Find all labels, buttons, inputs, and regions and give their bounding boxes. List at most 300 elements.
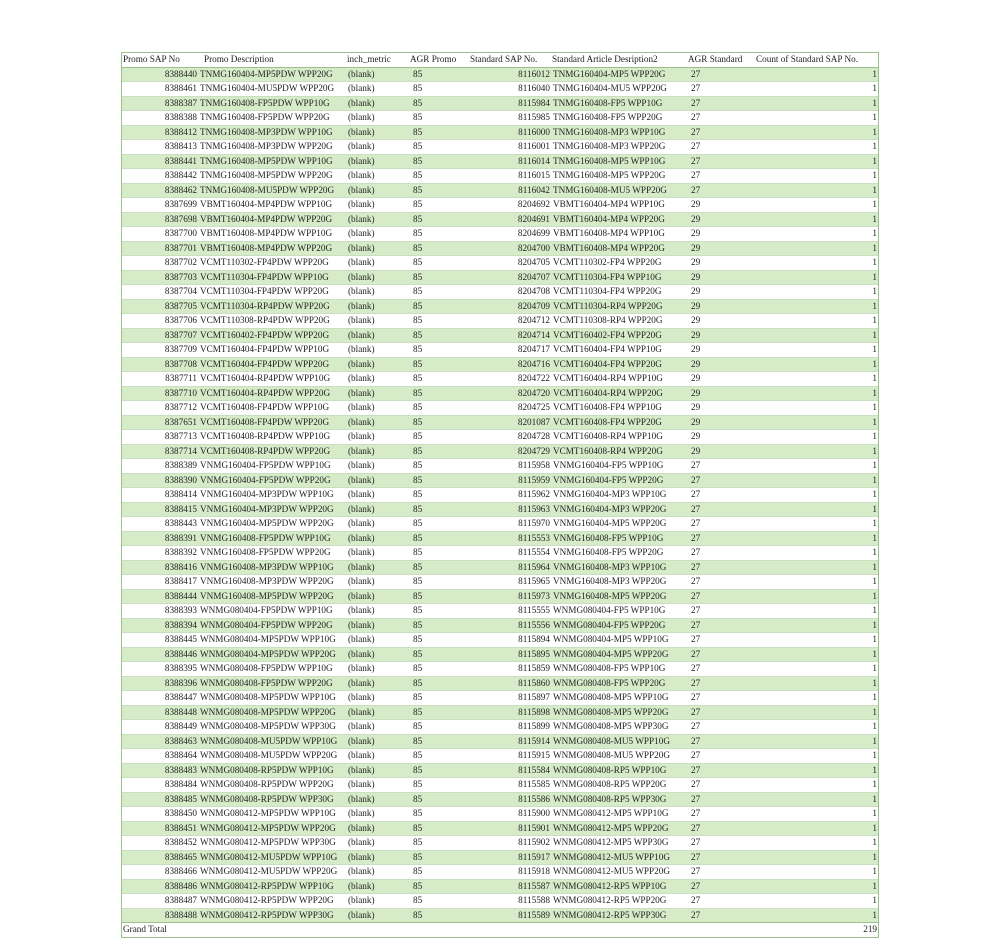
cell-inch-metric[interactable]: (blank) <box>348 300 375 311</box>
cell-standard-description[interactable]: WNMG080408-MU5 WPP10G <box>553 735 670 746</box>
cell-promo-description[interactable]: VCMT160402-FP4PDW WPP20G <box>200 329 330 340</box>
cell-agr-promo[interactable]: 85 <box>413 851 423 862</box>
cell-inch-metric[interactable]: (blank) <box>348 735 375 746</box>
cell-standard-sap[interactable]: 8115898 <box>518 706 550 717</box>
cell-promo-description[interactable]: VNMG160404-MP5PDW WPP20G <box>200 518 334 529</box>
cell-agr-promo[interactable]: 85 <box>413 315 423 326</box>
cell-agr-promo[interactable]: 85 <box>413 431 423 442</box>
cell-inch-metric[interactable]: (blank) <box>348 141 375 152</box>
cell-standard-sap[interactable]: 8204716 <box>517 358 550 369</box>
cell-standard-sap[interactable]: 8115914 <box>518 735 550 746</box>
cell-count[interactable]: 1 <box>872 503 877 514</box>
cell-standard-sap[interactable]: 8204712 <box>517 315 550 326</box>
cell-count[interactable]: 1 <box>872 735 877 746</box>
cell-promo-sap[interactable]: 8388485 <box>164 793 197 804</box>
cell-agr-promo[interactable]: 85 <box>413 634 423 645</box>
cell-promo-sap[interactable]: 8387711 <box>165 373 197 384</box>
cell-agr-promo[interactable]: 85 <box>413 590 423 601</box>
table-row[interactable] <box>122 459 878 474</box>
table-row[interactable] <box>122 647 878 662</box>
cell-standard-sap[interactable]: 8115585 <box>518 779 550 790</box>
cell-standard-sap[interactable]: 8201087 <box>517 416 550 427</box>
cell-inch-metric[interactable]: (blank) <box>348 590 375 601</box>
cell-standard-description[interactable]: VBMT160404-MP4 WPP20G <box>553 213 665 224</box>
cell-standard-sap[interactable]: 8115556 <box>518 619 550 630</box>
cell-standard-description[interactable]: WNMG080408-MP5 WPP10G <box>553 692 669 703</box>
cell-inch-metric[interactable]: (blank) <box>348 518 375 529</box>
table-row[interactable] <box>122 285 878 300</box>
cell-promo-description[interactable]: VNMG160408-MP3PDW WPP10G <box>200 561 334 572</box>
cell-inch-metric[interactable]: (blank) <box>348 112 375 123</box>
cell-promo-description[interactable]: WNMG080412-MP5PDW WPP20G <box>200 822 336 833</box>
cell-promo-description[interactable]: WNMG080412-MU5PDW WPP10G <box>200 851 338 862</box>
cell-agr-standard[interactable]: 29 <box>691 445 701 456</box>
cell-standard-description[interactable]: VCMT110302-FP4 WPP20G <box>553 257 662 268</box>
cell-promo-description[interactable]: TNMG160408-MU5PDW WPP20G <box>200 184 335 195</box>
cell-count[interactable]: 1 <box>872 692 877 703</box>
cell-agr-promo[interactable]: 85 <box>413 605 423 616</box>
cell-agr-promo[interactable]: 85 <box>413 866 423 877</box>
cell-count[interactable]: 1 <box>872 590 877 601</box>
cell-standard-description[interactable]: TNMG160404-MP5 WPP20G <box>553 68 666 79</box>
cell-count[interactable]: 1 <box>872 170 877 181</box>
cell-agr-promo[interactable]: 85 <box>413 460 423 471</box>
cell-standard-description[interactable]: VBMT160404-MP4 WPP10G <box>553 199 665 210</box>
cell-agr-standard[interactable]: 27 <box>691 793 701 804</box>
cell-agr-standard[interactable]: 27 <box>691 909 701 920</box>
cell-promo-description[interactable]: VBMT160408-MP4PDW WPP10G <box>200 228 333 239</box>
cell-inch-metric[interactable]: (blank) <box>348 83 375 94</box>
cell-promo-description[interactable]: VNMG160408-MP5PDW WPP20G <box>200 590 334 601</box>
cell-agr-promo[interactable]: 85 <box>413 228 423 239</box>
cell-standard-description[interactable]: VNMG160408-FP5 WPP10G <box>553 532 664 543</box>
cell-count[interactable]: 1 <box>872 489 877 500</box>
cell-promo-description[interactable]: VCMT110304-RP4PDW WPP20G <box>200 300 330 311</box>
cell-inch-metric[interactable]: (blank) <box>348 329 375 340</box>
cell-inch-metric[interactable]: (blank) <box>348 779 375 790</box>
cell-promo-sap[interactable]: 8388463 <box>164 735 197 746</box>
cell-promo-description[interactable]: TNMG160404-MP5PDW WPP20G <box>200 68 333 79</box>
cell-promo-sap[interactable]: 8387698 <box>164 213 197 224</box>
cell-promo-sap[interactable]: 8387707 <box>164 329 197 340</box>
cell-standard-sap[interactable]: 8115965 <box>518 576 550 587</box>
cell-count[interactable]: 1 <box>872 416 877 427</box>
cell-agr-standard[interactable]: 27 <box>691 605 701 616</box>
cell-agr-promo[interactable]: 85 <box>413 489 423 500</box>
cell-agr-promo[interactable]: 85 <box>413 793 423 804</box>
cell-count[interactable]: 1 <box>872 880 877 891</box>
cell-standard-description[interactable]: WNMG080412-MP5 WPP30G <box>553 837 669 848</box>
cell-standard-description[interactable]: TNMG160408-MP3 WPP10G <box>553 126 666 137</box>
cell-agr-standard[interactable]: 27 <box>691 895 701 906</box>
cell-count[interactable]: 1 <box>872 112 877 123</box>
cell-agr-promo[interactable]: 85 <box>413 648 423 659</box>
cell-standard-sap[interactable]: 8115899 <box>518 721 550 732</box>
table-row[interactable] <box>122 879 878 894</box>
cell-count[interactable]: 1 <box>872 518 877 529</box>
cell-standard-sap[interactable]: 8115917 <box>518 851 550 862</box>
header-promo-description[interactable]: Promo Description <box>198 53 346 68</box>
cell-agr-standard[interactable]: 27 <box>691 590 701 601</box>
cell-promo-sap[interactable]: 8387703 <box>164 271 197 282</box>
table-row[interactable] <box>122 589 878 604</box>
cell-count[interactable]: 1 <box>872 358 877 369</box>
table-row[interactable] <box>122 749 878 764</box>
cell-promo-sap[interactable]: 8388444 <box>164 590 197 601</box>
cell-standard-sap[interactable]: 8115970 <box>518 518 550 529</box>
cell-promo-sap[interactable]: 8388452 <box>164 837 197 848</box>
cell-inch-metric[interactable]: (blank) <box>348 271 375 282</box>
cell-count[interactable]: 1 <box>872 460 877 471</box>
cell-agr-promo[interactable]: 85 <box>413 518 423 529</box>
cell-count[interactable]: 1 <box>872 83 877 94</box>
cell-inch-metric[interactable]: (blank) <box>348 68 375 79</box>
cell-promo-description[interactable]: TNMG160408-MP5PDW WPP10G <box>200 155 333 166</box>
cell-standard-description[interactable]: VCMT110308-RP4 WPP20G <box>553 315 663 326</box>
cell-count[interactable]: 1 <box>872 605 877 616</box>
cell-promo-description[interactable]: WNMG080408-FP5PDW WPP20G <box>200 677 333 688</box>
cell-standard-sap[interactable]: 8116000 <box>518 126 550 137</box>
cell-promo-description[interactable]: WNMG080408-RP5PDW WPP10G <box>200 764 334 775</box>
cell-count[interactable]: 1 <box>872 634 877 645</box>
cell-standard-description[interactable]: TNMG160404-MU5 WPP20G <box>553 83 667 94</box>
cell-standard-sap[interactable]: 8115586 <box>518 793 550 804</box>
cell-agr-standard[interactable]: 29 <box>691 286 701 297</box>
cell-promo-sap[interactable]: 8387709 <box>164 344 197 355</box>
cell-agr-promo[interactable]: 85 <box>413 213 423 224</box>
cell-agr-promo[interactable]: 85 <box>413 170 423 181</box>
cell-promo-description[interactable]: WNMG080408-MP5PDW WPP10G <box>200 692 336 703</box>
cell-promo-description[interactable]: TNMG160408-MP3PDW WPP10G <box>200 126 333 137</box>
cell-agr-standard[interactable]: 27 <box>691 663 701 674</box>
header-agr-standard[interactable]: AGR Standard <box>687 53 755 68</box>
cell-agr-standard[interactable]: 27 <box>691 851 701 862</box>
cell-promo-description[interactable]: WNMG080408-MP5PDW WPP30G <box>200 721 336 732</box>
cell-promo-sap[interactable]: 8388464 <box>164 750 197 761</box>
table-row[interactable] <box>122 517 878 532</box>
table-row[interactable] <box>122 328 878 343</box>
cell-agr-promo[interactable]: 85 <box>413 300 423 311</box>
cell-promo-description[interactable]: VNMG160404-MP3PDW WPP10G <box>200 489 334 500</box>
cell-agr-standard[interactable]: 29 <box>691 344 701 355</box>
cell-count[interactable]: 1 <box>872 97 877 108</box>
cell-promo-description[interactable]: WNMG080412-MP5PDW WPP10G <box>200 808 336 819</box>
cell-standard-sap[interactable]: 8116014 <box>518 155 550 166</box>
cell-promo-sap[interactable]: 8388389 <box>164 460 197 471</box>
cell-standard-description[interactable]: VCMT160404-RP4 WPP10G <box>553 373 663 384</box>
cell-agr-promo[interactable]: 85 <box>413 547 423 558</box>
cell-standard-description[interactable]: VNMG160404-FP5 WPP10G <box>553 460 664 471</box>
cell-agr-promo[interactable]: 85 <box>413 141 423 152</box>
cell-inch-metric[interactable]: (blank) <box>348 503 375 514</box>
table-row[interactable] <box>122 604 878 619</box>
table-row[interactable] <box>122 575 878 590</box>
table-row[interactable] <box>122 778 878 793</box>
table-row[interactable] <box>122 198 878 213</box>
table-row[interactable] <box>122 169 878 184</box>
cell-standard-description[interactable]: WNMG080412-MU5 WPP20G <box>553 866 670 877</box>
cell-agr-standard[interactable]: 29 <box>691 373 701 384</box>
cell-standard-description[interactable]: WNMG080412-RP5 WPP20G <box>553 895 667 906</box>
header-inch-metric[interactable]: inch_metric <box>346 53 409 68</box>
cell-standard-sap[interactable]: 8204722 <box>517 373 550 384</box>
cell-standard-sap[interactable]: 8115900 <box>518 808 550 819</box>
cell-agr-standard[interactable]: 27 <box>691 837 701 848</box>
cell-standard-sap[interactable]: 8115859 <box>518 663 550 674</box>
cell-standard-description[interactable]: VBMT160408-MP4 WPP10G <box>553 228 665 239</box>
cell-standard-sap[interactable]: 8204699 <box>517 228 550 239</box>
cell-promo-sap[interactable]: 8388449 <box>164 721 197 732</box>
cell-promo-sap[interactable]: 8388387 <box>164 97 197 108</box>
cell-promo-sap[interactable]: 8388395 <box>164 663 197 674</box>
cell-count[interactable]: 1 <box>872 895 877 906</box>
cell-promo-description[interactable]: WNMG080404-MP5PDW WPP10G <box>200 634 336 645</box>
cell-agr-standard[interactable]: 29 <box>691 199 701 210</box>
table-row[interactable] <box>122 720 878 735</box>
cell-standard-sap[interactable]: 8115901 <box>518 822 550 833</box>
cell-inch-metric[interactable]: (blank) <box>348 170 375 181</box>
cell-agr-standard[interactable]: 27 <box>691 68 701 79</box>
cell-agr-standard[interactable]: 27 <box>691 532 701 543</box>
cell-standard-description[interactable]: VCMT110304-FP4 WPP10G <box>553 271 662 282</box>
cell-standard-sap[interactable]: 8115902 <box>518 837 550 848</box>
cell-promo-sap[interactable]: 8388447 <box>164 692 197 703</box>
cell-standard-sap[interactable]: 8115963 <box>518 503 550 514</box>
table-row[interactable] <box>122 96 878 111</box>
cell-standard-description[interactable]: VCMT160404-FP4 WPP20G <box>553 358 662 369</box>
cell-count[interactable]: 1 <box>872 344 877 355</box>
cell-agr-promo[interactable]: 85 <box>413 416 423 427</box>
cell-agr-promo[interactable]: 85 <box>413 126 423 137</box>
cell-promo-sap[interactable]: 8388462 <box>164 184 197 195</box>
cell-standard-description[interactable]: WNMG080408-RP5 WPP20G <box>553 779 667 790</box>
cell-agr-promo[interactable]: 85 <box>413 663 423 674</box>
cell-count[interactable]: 1 <box>872 213 877 224</box>
cell-promo-description[interactable]: WNMG080408-MU5PDW WPP20G <box>200 750 338 761</box>
cell-promo-sap[interactable]: 8388394 <box>164 619 197 630</box>
cell-standard-sap[interactable]: 8204707 <box>517 271 550 282</box>
cell-promo-sap[interactable]: 8387702 <box>164 257 197 268</box>
cell-promo-description[interactable]: WNMG080412-MU5PDW WPP20G <box>200 866 338 877</box>
cell-agr-standard[interactable]: 29 <box>691 402 701 413</box>
table-row[interactable] <box>122 386 878 401</box>
cell-standard-sap[interactable]: 8115894 <box>518 634 550 645</box>
cell-inch-metric[interactable]: (blank) <box>348 155 375 166</box>
cell-inch-metric[interactable]: (blank) <box>348 387 375 398</box>
cell-inch-metric[interactable]: (blank) <box>348 895 375 906</box>
cell-promo-description[interactable]: VNMG160408-MP3PDW WPP20G <box>200 576 334 587</box>
cell-count[interactable]: 1 <box>872 445 877 456</box>
cell-standard-description[interactable]: WNMG080408-MP5 WPP20G <box>553 706 669 717</box>
cell-agr-standard[interactable]: 27 <box>691 880 701 891</box>
cell-count[interactable]: 1 <box>872 561 877 572</box>
cell-promo-sap[interactable]: 8387699 <box>164 199 197 210</box>
cell-inch-metric[interactable]: (blank) <box>348 851 375 862</box>
cell-inch-metric[interactable]: (blank) <box>348 228 375 239</box>
cell-promo-sap[interactable]: 8388446 <box>164 648 197 659</box>
cell-standard-sap[interactable]: 8204691 <box>517 213 550 224</box>
cell-standard-sap[interactable]: 8115589 <box>518 909 550 920</box>
cell-count[interactable]: 1 <box>872 402 877 413</box>
cell-agr-promo[interactable]: 85 <box>413 808 423 819</box>
table-row[interactable] <box>122 227 878 242</box>
cell-standard-description[interactable]: WNMG080408-RP5 WPP10G <box>553 764 667 775</box>
cell-count[interactable]: 1 <box>872 750 877 761</box>
cell-count[interactable]: 1 <box>872 721 877 732</box>
cell-count[interactable]: 1 <box>872 532 877 543</box>
cell-count[interactable]: 1 <box>872 242 877 253</box>
table-row[interactable] <box>122 734 878 749</box>
cell-count[interactable]: 1 <box>872 851 877 862</box>
cell-agr-standard[interactable]: 27 <box>691 677 701 688</box>
table-row[interactable] <box>122 314 878 329</box>
cell-count[interactable]: 1 <box>872 199 877 210</box>
cell-promo-description[interactable]: WNMG080408-RP5PDW WPP30G <box>200 793 334 804</box>
cell-promo-description[interactable]: VNMG160404-FP5PDW WPP20G <box>200 474 331 485</box>
cell-inch-metric[interactable]: (blank) <box>348 880 375 891</box>
cell-standard-description[interactable]: VNMG160404-MP3 WPP10G <box>553 489 667 500</box>
cell-agr-standard[interactable]: 27 <box>691 735 701 746</box>
cell-inch-metric[interactable]: (blank) <box>348 837 375 848</box>
cell-promo-sap[interactable]: 8388466 <box>164 866 197 877</box>
cell-inch-metric[interactable]: (blank) <box>348 184 375 195</box>
cell-standard-description[interactable]: TNMG160408-FP5 WPP10G <box>553 97 663 108</box>
table-row[interactable] <box>122 836 878 851</box>
cell-count[interactable]: 1 <box>872 822 877 833</box>
header-standard-description[interactable]: Standard Article Desription2 <box>551 53 687 68</box>
cell-agr-standard[interactable]: 27 <box>691 576 701 587</box>
cell-agr-promo[interactable]: 85 <box>413 68 423 79</box>
cell-promo-sap[interactable]: 8388486 <box>164 880 197 891</box>
cell-promo-sap[interactable]: 8387700 <box>164 228 197 239</box>
cell-agr-standard[interactable]: 27 <box>691 648 701 659</box>
table-row[interactable] <box>122 821 878 836</box>
cell-standard-description[interactable]: TNMG160408-MP5 WPP10G <box>553 155 666 166</box>
cell-count[interactable]: 1 <box>872 866 877 877</box>
cell-agr-standard[interactable]: 29 <box>691 257 701 268</box>
cell-agr-promo[interactable]: 85 <box>413 909 423 920</box>
cell-standard-sap[interactable]: 8115860 <box>518 677 550 688</box>
cell-standard-sap[interactable]: 8204725 <box>517 402 550 413</box>
cell-promo-sap[interactable]: 8388412 <box>164 126 197 137</box>
table-row[interactable] <box>122 444 878 459</box>
table-row[interactable] <box>122 67 878 82</box>
cell-agr-standard[interactable]: 27 <box>691 750 701 761</box>
cell-count[interactable]: 1 <box>872 547 877 558</box>
cell-standard-description[interactable]: WNMG080412-MP5 WPP20G <box>553 822 669 833</box>
cell-inch-metric[interactable]: (blank) <box>348 460 375 471</box>
cell-count[interactable]: 1 <box>872 141 877 152</box>
cell-standard-description[interactable]: TNMG160408-MP3 WPP20G <box>553 141 666 152</box>
cell-count[interactable]: 1 <box>872 648 877 659</box>
cell-promo-description[interactable]: WNMG080408-FP5PDW WPP10G <box>200 663 333 674</box>
cell-standard-sap[interactable]: 8115554 <box>518 547 550 558</box>
cell-promo-sap[interactable]: 8388396 <box>164 677 197 688</box>
cell-inch-metric[interactable]: (blank) <box>348 126 375 137</box>
header-agr-promo[interactable]: AGR Promo <box>409 53 469 68</box>
cell-agr-standard[interactable]: 29 <box>691 329 701 340</box>
cell-standard-sap[interactable]: 8204708 <box>517 286 550 297</box>
cell-standard-description[interactable]: VNMG160408-MP3 WPP10G <box>553 561 667 572</box>
cell-standard-description[interactable]: VCMT160404-RP4 WPP20G <box>553 387 663 398</box>
cell-promo-sap[interactable]: 8388451 <box>164 822 197 833</box>
cell-agr-promo[interactable]: 85 <box>413 155 423 166</box>
cell-promo-sap[interactable]: 8388461 <box>164 83 197 94</box>
cell-count[interactable]: 1 <box>872 257 877 268</box>
cell-standard-sap[interactable]: 8116042 <box>518 184 550 195</box>
cell-agr-standard[interactable]: 27 <box>691 170 701 181</box>
cell-agr-promo[interactable]: 85 <box>413 735 423 746</box>
cell-standard-description[interactable]: WNMG080408-FP5 WPP10G <box>553 663 666 674</box>
cell-count[interactable]: 1 <box>872 387 877 398</box>
cell-promo-description[interactable]: TNMG160408-MP3PDW WPP20G <box>200 141 333 152</box>
cell-standard-description[interactable]: VCMT160408-RP4 WPP20G <box>553 445 663 456</box>
cell-count[interactable]: 1 <box>872 793 877 804</box>
cell-promo-sap[interactable]: 8388465 <box>164 851 197 862</box>
cell-promo-description[interactable]: VCMT160404-RP4PDW WPP20G <box>200 387 331 398</box>
table-row[interactable] <box>122 691 878 706</box>
cell-inch-metric[interactable]: (blank) <box>348 474 375 485</box>
cell-inch-metric[interactable]: (blank) <box>348 257 375 268</box>
table-row[interactable] <box>122 140 878 155</box>
cell-inch-metric[interactable]: (blank) <box>348 489 375 500</box>
cell-agr-standard[interactable]: 27 <box>691 503 701 514</box>
cell-inch-metric[interactable]: (blank) <box>348 750 375 761</box>
table-row[interactable] <box>122 488 878 503</box>
cell-inch-metric[interactable]: (blank) <box>348 822 375 833</box>
table-row[interactable] <box>122 850 878 865</box>
cell-count[interactable]: 1 <box>872 431 877 442</box>
cell-standard-description[interactable]: WNMG080404-FP5 WPP20G <box>553 619 666 630</box>
cell-promo-description[interactable]: TNMG160408-FP5PDW WPP20G <box>200 112 330 123</box>
cell-standard-sap[interactable]: 8116040 <box>518 83 550 94</box>
cell-standard-description[interactable]: WNMG080408-FP5 WPP20G <box>553 677 666 688</box>
cell-count[interactable]: 1 <box>872 184 877 195</box>
cell-inch-metric[interactable]: (blank) <box>348 576 375 587</box>
cell-promo-sap[interactable]: 8388441 <box>164 155 197 166</box>
cell-agr-promo[interactable]: 85 <box>413 402 423 413</box>
cell-agr-standard[interactable]: 27 <box>691 866 701 877</box>
cell-standard-description[interactable]: WNMG080412-RP5 WPP10G <box>553 880 667 891</box>
cell-agr-standard[interactable]: 29 <box>691 300 701 311</box>
cell-agr-standard[interactable]: 29 <box>691 315 701 326</box>
cell-standard-sap[interactable]: 8115897 <box>518 692 550 703</box>
cell-agr-standard[interactable]: 27 <box>691 460 701 471</box>
cell-promo-description[interactable]: TNMG160408-MP5PDW WPP20G <box>200 170 333 181</box>
cell-promo-sap[interactable]: 8388448 <box>164 706 197 717</box>
cell-agr-standard[interactable]: 27 <box>691 706 701 717</box>
cell-inch-metric[interactable]: (blank) <box>348 706 375 717</box>
cell-inch-metric[interactable]: (blank) <box>348 373 375 384</box>
cell-agr-standard[interactable]: 27 <box>691 547 701 558</box>
cell-standard-description[interactable]: TNMG160408-MU5 WPP20G <box>553 184 667 195</box>
table-row[interactable] <box>122 111 878 126</box>
table-row[interactable] <box>122 125 878 140</box>
cell-standard-sap[interactable]: 8204728 <box>517 431 550 442</box>
cell-agr-promo[interactable]: 85 <box>413 344 423 355</box>
cell-count[interactable]: 1 <box>872 228 877 239</box>
cell-inch-metric[interactable]: (blank) <box>348 402 375 413</box>
cell-promo-sap[interactable]: 8388390 <box>164 474 197 485</box>
cell-agr-standard[interactable]: 29 <box>691 271 701 282</box>
cell-standard-sap[interactable]: 8204692 <box>517 199 550 210</box>
cell-standard-sap[interactable]: 8115895 <box>518 648 550 659</box>
cell-agr-standard[interactable]: 27 <box>691 474 701 485</box>
cell-count[interactable]: 1 <box>872 271 877 282</box>
cell-standard-description[interactable]: VNMG160408-MP5 WPP20G <box>553 590 667 601</box>
cell-inch-metric[interactable]: (blank) <box>348 199 375 210</box>
cell-promo-description[interactable]: WNMG080408-MP5PDW WPP20G <box>200 706 336 717</box>
